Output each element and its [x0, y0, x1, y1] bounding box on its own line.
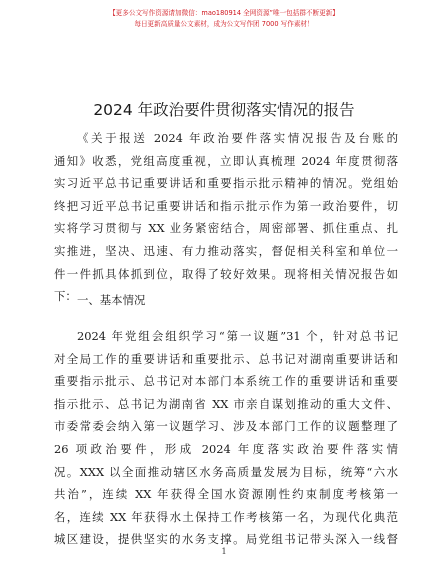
text-line: 名，连续 XX 年获得水土保持工作考核第一名，为现代化典范	[54, 509, 398, 524]
page-number: 1	[221, 547, 227, 556]
text-line: 实推进，坚决、迅速、有力推动落实，督促相关科室和单位一	[54, 243, 398, 258]
promo-banner-line-2: 每日更新高质量公文素材，成为公文写作团 7000 写作素材！	[134, 20, 314, 28]
text-line: 共治”，连续 XX 年获得全国水资源刚性约束制度考核第一	[54, 487, 398, 502]
document-title: 2024 年政治要件贯彻落实情况的报告	[93, 101, 355, 119]
text-line: 重要指示批示、总书记对本部门本系统工作的重要讲话和重要	[54, 374, 398, 389]
text-line: 下：	[54, 289, 77, 304]
section-heading: 一、基本情况	[77, 293, 146, 307]
text-line: 件一件抓具体抓到位，取得了较好效果。现将相关情况报告如	[54, 266, 398, 281]
text-line: 终把习近平总书记重要讲话和指示批示作为第一政治要件，切	[54, 198, 398, 213]
paragraph-basic-situation	[54, 325, 398, 551]
text-line: 通知》收悉，党组高度重视，立即认真梳理 2024 年度贯彻落	[54, 153, 398, 168]
text-line: 《关于报送 2024 年政治要件落实情况报告及台账的	[77, 131, 398, 145]
paragraph-intro	[54, 127, 398, 308]
text-line: 2024 年党组会组织学习“第一议题”31 个，针对总书记	[77, 329, 398, 343]
promo-banner-line-1: 【更多公文写作资源请加微信：mao180914 全网资源”唯一包括群不断更新】	[109, 9, 339, 17]
text-line: 实将学习贯彻与 XX 业务紧密结合，周密部署、抓住重点、扎	[54, 221, 398, 236]
text-line: 实习近平总书记重要讲话和重要指示批示精神的情况。党组始	[54, 176, 398, 191]
text-line: 城区建设，提供坚实的水务支撑。局党组书记带头深入一线督	[54, 532, 398, 547]
text-line: 对全局工作的重要讲话和重要批示、总书记对湖南重要讲话和	[54, 351, 398, 366]
text-line: 市委常委会纳入第一议题学习、涉及本部门工作的议题整理了	[54, 419, 398, 434]
text-line: 指示批示、总书记为湖南省 XX 市亲自谋划推动的重大文件、	[54, 396, 398, 411]
text-line: 况。XXX 以全面推动辖区水务高质量发展为目标，统筹“六水	[54, 464, 398, 479]
text-line: 26 项政治要件，形成 2024 年度落实政治要件落实情	[54, 441, 398, 456]
